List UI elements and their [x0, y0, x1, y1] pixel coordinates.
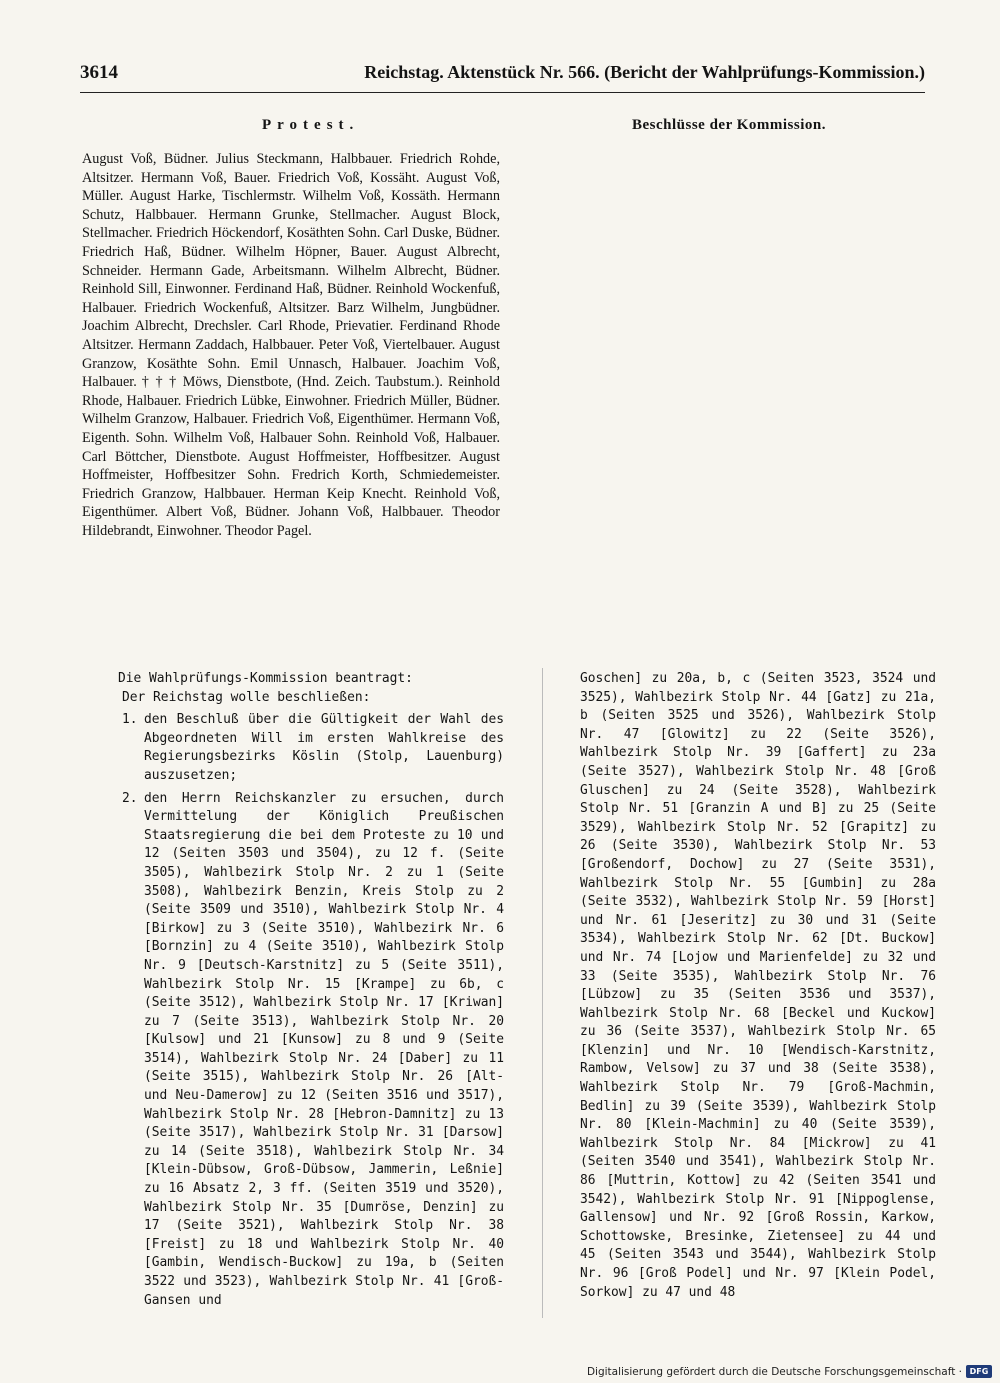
protest-signatories — [82, 150, 500, 540]
motion-list — [118, 711, 504, 1310]
protest-paragraph: August Voß, Büdner. Julius Steckmann, Halbbauer. Friedrich Rohde, Altsitzer. Hermann Voß, Bauer. Friedrich Voß, Kossäht. August Voß, Müller. August Harke, Tischlermstr. Wilhelm Voß, Kossäth. Hermann Schutz, Halbbauer. Hermann Grunke, Stellmacher. August Block, Stellmacher. Friedrich Höckendorf, Kosäthten Sohn. Carl Duske, Büdner. Friedrich Haß, Büdner. Wilhelm Höpner, Bauer. August Albrecht, Schneider. Hermann Gade, Arbeitsmann. Wilhelm Albrecht, Büdner. Reinhold Sill, Einwonner. Ferdinand Haß, Büdner. Reinhold Wockenfuß, Halbauer. Friedrich Wockenfuß, Altsitzer. Barz Wilhelm, Jungbüdner. Joachim Albrecht, Drechsler. Carl Rhode, Prievatier. Ferdinand Rhode Altsitzer. Hermann Zaddach, Halbbauer. Peter Voß, Viertelbauer. August Granzow, Kosäthte Sohn. Emil Unnasch, Halbauer. Joachim Voß, Halbauer. † † † Möws, Dienstbote, (Hnd. Zeich. Taubstum.). Reinhold Rhode, Halbauer. Friedrich Lübke, Einwohner. Friedrich Müller, Büdner. Wilhelm Granzow, Halbauer. Friedrich Voß, Eigenthümer. Hermann Voß, Eigenth. Sohn. Wilhelm Voß, Halbauer Sohn. Reinhold Voß, Halbauer. Carl Böttcher, Dienstbote. August Hoffmeister, Hoffbesitzer. August Hoffmeister, Hoffbesitzer Sohn. Fredrich Korth, Schmiedemeister. Friedrich Granzow, Halbbauer. Herman Keip Knecht. Reinhold Voß, Eigenthümer. Albert Voß, Büdner. Johann Voß, Halbbauer. Theodor Hildebrandt, Einwohner. Theodor Pagel. — [82, 151, 500, 539]
digitization-credit — [587, 1365, 992, 1378]
motion-continuation: Goschen] zu 20a, b, c (Seiten 3523, 3524 und 3525), Wahlbezirk Stolp Nr. 44 [Gatz] zu 21a, b (Seiten 3525 und 3526), Wahlbezirk Stolp Nr. 47 [Glowitz] zu 22 (Seite 3526), Wahlbezirk Stolp Nr. 39 [Gaffert] zu 23a (Seite 3527), Wahlbezirk Stolp Nr. 48 [Groß Gluschen] zu 24 (Seite 3528), Wahlbezirk Stolp Nr. 51 [Granzin A und B] zu 25 (Seite 3529), Wahlbezirk Stolp Nr. 52 [Grapitz] zu 26 (Seite 3530), Wahlbezirk Stolp Nr. 53 [Großendorf, Dochow] zu 27 (Seite 3531), Wahlbezirk Stolp Nr. 55 [Gumbin] zu 28a (Seite 3532), Wahlbezirk Stolp Nr. 59 [Horst] und Nr. 61 [Jeseritz] zu 30 und 31 (Seite 3534), Wahlbezirk Stolp Nr. 62 [Dt. Buckow] und Nr. 74 [Lojow und Marienfelde] zu 32 und 33 (Seite 3535), Wahlbezirk Stolp Nr. 76 [Lübzow] zu 35 (Seiten 3536 und 3537), Wahlbezirk Stolp Nr. 68 [Beckel und Kuckow] zu 36 (Seite 3537), Wahlbezirk Stolp Nr. 65 [Klenzin] und Nr. 10 [Wendisch-Karstnitz, Rambow, Velsow] zu 37 und 38 (Seite 3538), Wahlbezirk Stolp Nr. 79 [Groß-Machmin, Bedlin] zu 39 (Seite 3539), Wahlbezirk Stolp Nr. 80 [Klein-Machmin] zu 40 (Seite 3539), Wahlbezirk Stolp Nr. 84 [Mickrow] zu 41 (Seiten 3540 und 3541), Wahlbezirk Stolp Nr. 86 [Muttrin, Kottow] zu 42 (Seiten 3541 und 3542), Wahlbezirk Stolp Nr. 91 [Nippoglense, Gallensow] und Nr. 92 [Groß Rossin, Karkow, Schottowske, Bresinke, Zietensee] zu 44 und 45 (Seiten 3543 und 3544), Wahlbezirk Stolp Nr. 96 [Groß Podel] und Nr. 97 [Klein Podel, Sorkow] zu 47 und 48 — [580, 671, 936, 1300]
motion-item-text: den Beschluß über die Gültigkeit der Wahl des Abgeordneten Will im ersten Wahlkreise des Regierungsbezirks Köslin (Stolp, Lauenburg) auszusetzen; — [144, 712, 504, 783]
motion-item-text: den Herrn Reichskanzler zu ersuchen, durch Vermittelung der Königlich Preußischen Staatsregierung die bei dem Proteste zu 10 und 12 (Seiten 3503 und 3504), zu 12 f. (Seite 3505), Wahlbezirk Stolp Nr. 2 zu 1 (Seite 3508), Wahlbezirk Benzin, Kreis Stolp zu 2 (Seite 3509 und 3510), Wahlbezirk Stolp Nr. 4 [Birkow] zu 3 (Seite 3510), Wahlbezirk Nr. 6 [Bornzin] zu 4 (Seite 3510), Wahlbezirk Stolp Nr. 9 [Deutsch-Karstnitz] zu 5 (Seite 3511), Wahlbezirk Stolp Nr. 15 [Krampe] zu 6b, c (Seite 3512), Wahlbezirk Stolp Nr. 17 [Kriwan] zu 7 (Seite 3513), Wahlbezirk Stolp Nr. 20 [Kulsow] und 21 [Kunsow] zu 8 und 9 (Seite 3514), Wahlbezirk Stolp Nr. 24 [Daber] zu 11 (Seite 3515), Wahlbezirk Stolp Nr. 26 [Alt- und Neu-Damerow] zu 12 (Seiten 3516 und 3517), Wahlbezirk Stolp Nr. 28 [Hebron-Damnitz] zu 13 (Seite 3517), Wahlbezirk Stolp Nr. 31 [Darsow] zu 14 (Seite 3518), Wahlbezirk Stolp Nr. 34 [Klein-Dübsow, Groß-Dübsow, Jammerin, Leßnie] zu 16 Absatz 2, 3 ff. (Seiten 3519 und 3520), Wahlbezirk Stolp Nr. 35 [Dumröse, Denzin] zu 17 (Seite 3521), Wahlbezirk Stolp Nr. 38 [Freist] zu 18 und Wahlbezirk Stolp Nr. 40 [Gambin, Wendisch-Buckow] zu 19a, b (Seiten 3522 und 3523), Wahlbezirk Stolp Nr. 41 [Groß-Gansen und — [144, 790, 504, 1308]
page-number: 3614 — [80, 62, 118, 83]
page-header — [80, 62, 925, 93]
motion-column-right — [580, 670, 936, 1302]
motion-item-number: 1. — [122, 712, 138, 728]
motion-intro: Die Wahlprüfungs-Kommission beantragt: — [118, 671, 413, 686]
resolutions-heading: Beschlüsse der Kommission. — [632, 117, 826, 133]
motion-item-number: 2. — [122, 790, 138, 806]
motion-intro-resolution: Der Reichstag wolle beschließen: — [122, 689, 371, 705]
motion-column-left — [118, 670, 504, 1310]
motion-item — [118, 711, 504, 785]
running-title: Reichstag. Aktenstück Nr. 566. (Bericht der Wahlprüfungs-Kommission.) — [364, 62, 925, 82]
dfg-logo-icon: DFG — [966, 1365, 992, 1378]
column-divider — [542, 668, 543, 1318]
credit-text: Digitalisierung gefördert durch die Deutsche Forschungsgemeinschaft · — [586, 1365, 962, 1378]
protest-heading: Protest. — [262, 117, 360, 133]
motion-item — [118, 790, 504, 1311]
